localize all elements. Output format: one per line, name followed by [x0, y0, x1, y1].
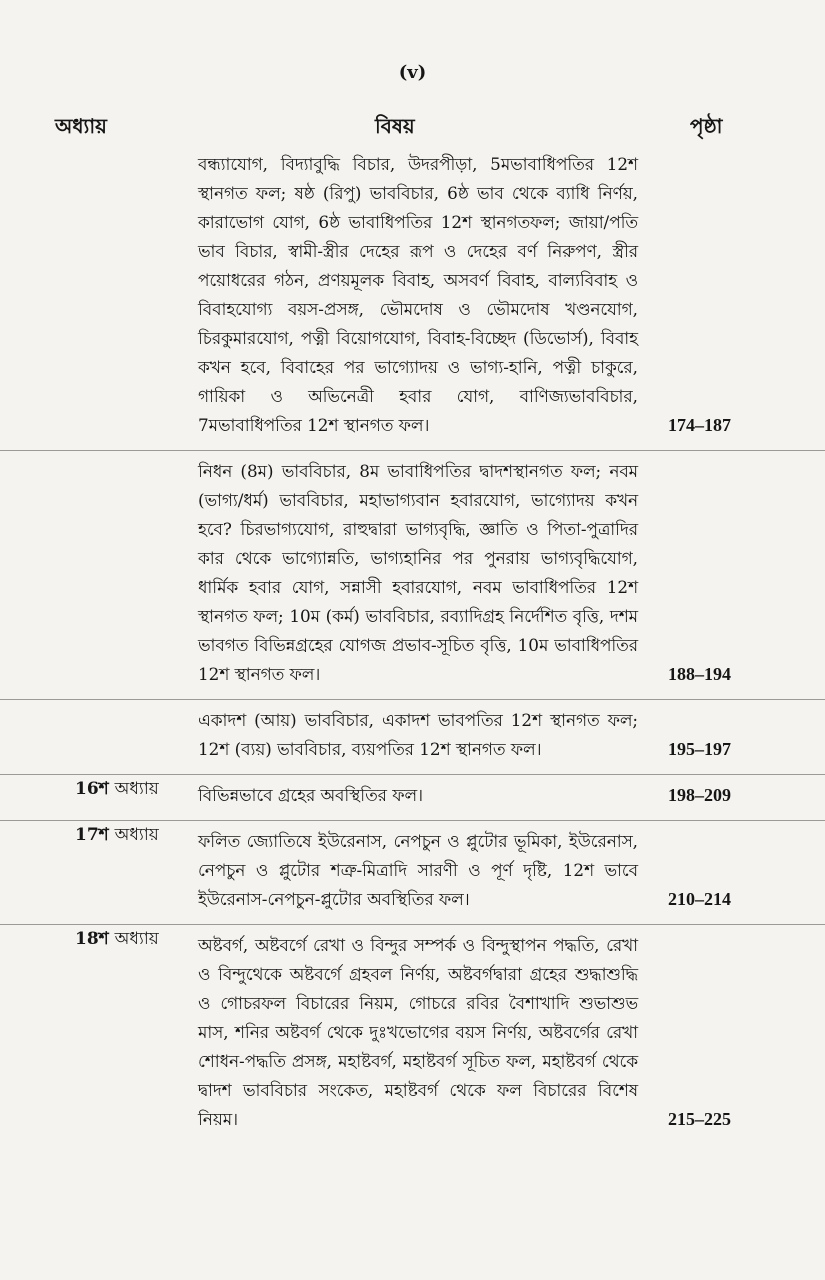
entry-subject: একাদশ (আয়) ভাববিচার, একাদশ ভাবপতির 12শ স্থানগত ফল; 12শ (ব্যয়) ভাববিচার, ব্যয়পতির 12শ স্থানগত ফল। [198, 710, 638, 759]
entry-pages: 210–214 [668, 889, 731, 909]
header-subject: বিষয় [375, 114, 415, 138]
contents-entry [0, 924, 825, 1134]
entry-chapter [75, 925, 159, 954]
entry-subject: ফলিত জ্যোতিষে ইউরেনাস, নেপচুন ও প্লুটোর ভূমিকা, ইউরেনাস, নেপচুন ও প্লুটোর শত্রু-মিত্রাদি সারণী ও পূর্ণ দৃষ্টি, 12শ ভাবে ইউরেনাস-নেপচুন-প্লুটোর অবস্থিতির ফল। [198, 831, 638, 909]
chapter-number: 17শ [75, 825, 109, 845]
chapter-word: অধ্যায় [114, 929, 159, 949]
entry-chapter [75, 775, 159, 804]
entry-subject: অষ্টবর্গ, অষ্টবর্গে রেখা ও বিন্দুর সম্পর্ক ও বিন্দুস্থাপন পদ্ধতি, রেখা ও বিন্দুথেকে অষ্টবর্গে গ্রহবল নির্ণয়, অষ্টবর্গদ্বারা গ্রহের শুদ্ধাশুদ্ধি ও গোচরফল বিচারের নিয়ম, গোচরে রবির বৈশাখাদি শুভাশুভ মাস, শনির অষ্টবর্গ থেকে দুঃখভোগের বয়স নির্ণয়, অষ্টবর্গের রেখা শোধন-পদ্ধতি প্রসঙ্গ, মহাষ্টবর্গ, মহাষ্টবর্গ সূচিত ফল, মহাষ্টবর্গ থেকে দ্বাদশ ভাববিচার সংকেত, মহাষ্টবর্গ থেকে ফল বিচারের বিশেষ নিয়ম। [198, 935, 638, 1129]
contents-entry [0, 820, 825, 914]
chapter-number: 16শ [75, 779, 109, 799]
entry-subject: বিভিন্নভাবে গ্রহের অবস্থিতির ফল। [198, 785, 424, 805]
entry-subject: নিধন (8ম) ভাববিচার, 8ম ভাবাধিপতির দ্বাদশস্থানগত ফল; নবম (ভাগ্য/ধর্ম) ভাববিচার, মহাভাগ্যবান হবারযোগ, ভাগ্যোদয় কখন হবে? চিরভাগ্যযোগ, রাহুদ্বারা ভাগ্যবৃদ্ধি, জ্ঞাতি ও পিতা-পুত্রাদির কার থেকে ভাগ্যোন্নতি, ভাগ্যহানির পর পুনরায় ভাগ্যবৃদ্ধিযোগ, ধার্মিক হবার যোগ, সন্নাসী হবারযোগ, নবম ভাবাধিপতির 12শ স্থানগত ফল; 10ম (কর্ম) ভাববিচার, রব্যাদিগ্রহ নির্দেশিত বৃত্তি, দশম ভাবগত বিভিন্নগ্রহের যোগজ প্রভাব-সূচিত বৃত্তি, 10ম ভাবাধিপতির 12শ স্থানগত ফল। [198, 461, 638, 684]
entry-pages: 198–209 [668, 785, 731, 805]
chapter-word: অধ্যায় [114, 779, 159, 799]
contents-entry [0, 699, 825, 764]
contents-entry [0, 774, 825, 810]
chapter-number: 18শ [75, 929, 109, 949]
contents-entry [0, 450, 825, 689]
entry-pages: 195–197 [668, 739, 731, 759]
entry-subject: বন্ধ্যাযোগ, বিদ্যাবুদ্ধি বিচার, উদরপীড়া, 5মভাবাধিপতির 12শ স্থানগত ফল; ষষ্ঠ (রিপু) ভাববিচার, 6ষ্ঠ ভাব থেকে ব্যাধি নির্ণয়, কারাভোগ যোগ, 6ষ্ঠ ভাবাধিপতির 12শ স্থানগতফল; জায়া/পতি ভাব বিচার, স্বামী-স্ত্রীর দেহের রূপ ও দেহের বর্ণ নিরুপণ, স্ত্রীর পয়োধরের গঠন, প্রণয়মূলক বিবাহ, অসবর্ণ বিবাহ, বাল্যবিবাহ ও বিবাহযোগ্য বয়স-প্রসঙ্গ, ভৌমদোষ ও ভৌমদোষ খণ্ডনযোগ, চিরকুমারযোগ, পত্নী বিয়োগযোগ, বিবাহ-বিচ্ছেদ (ডিভোর্স), বিবাহ কখন হবে, বিবাহের পর ভাগ্যোদয় ও ভাগ্য-হানি, পত্নী চাকুরে, গায়িকা ও অভিনেত্রী হবার যোগ, বাণিজ্যভাববিচার, 7মভাবাধিপতির 12শ স্থানগত ফল। [198, 154, 638, 435]
contents-entry [0, 150, 825, 440]
page-number: (v) [398, 62, 427, 83]
chapter-word: অধ্যায় [114, 825, 159, 845]
entry-pages: 174–187 [668, 415, 731, 435]
entry-pages: 215–225 [668, 1109, 731, 1129]
header-chapter: অধ্যায় [55, 114, 107, 138]
contents-list [0, 150, 825, 1144]
entry-pages: 188–194 [668, 664, 731, 684]
entry-chapter [75, 821, 159, 850]
header-page: পৃষ্ঠা [690, 114, 723, 138]
